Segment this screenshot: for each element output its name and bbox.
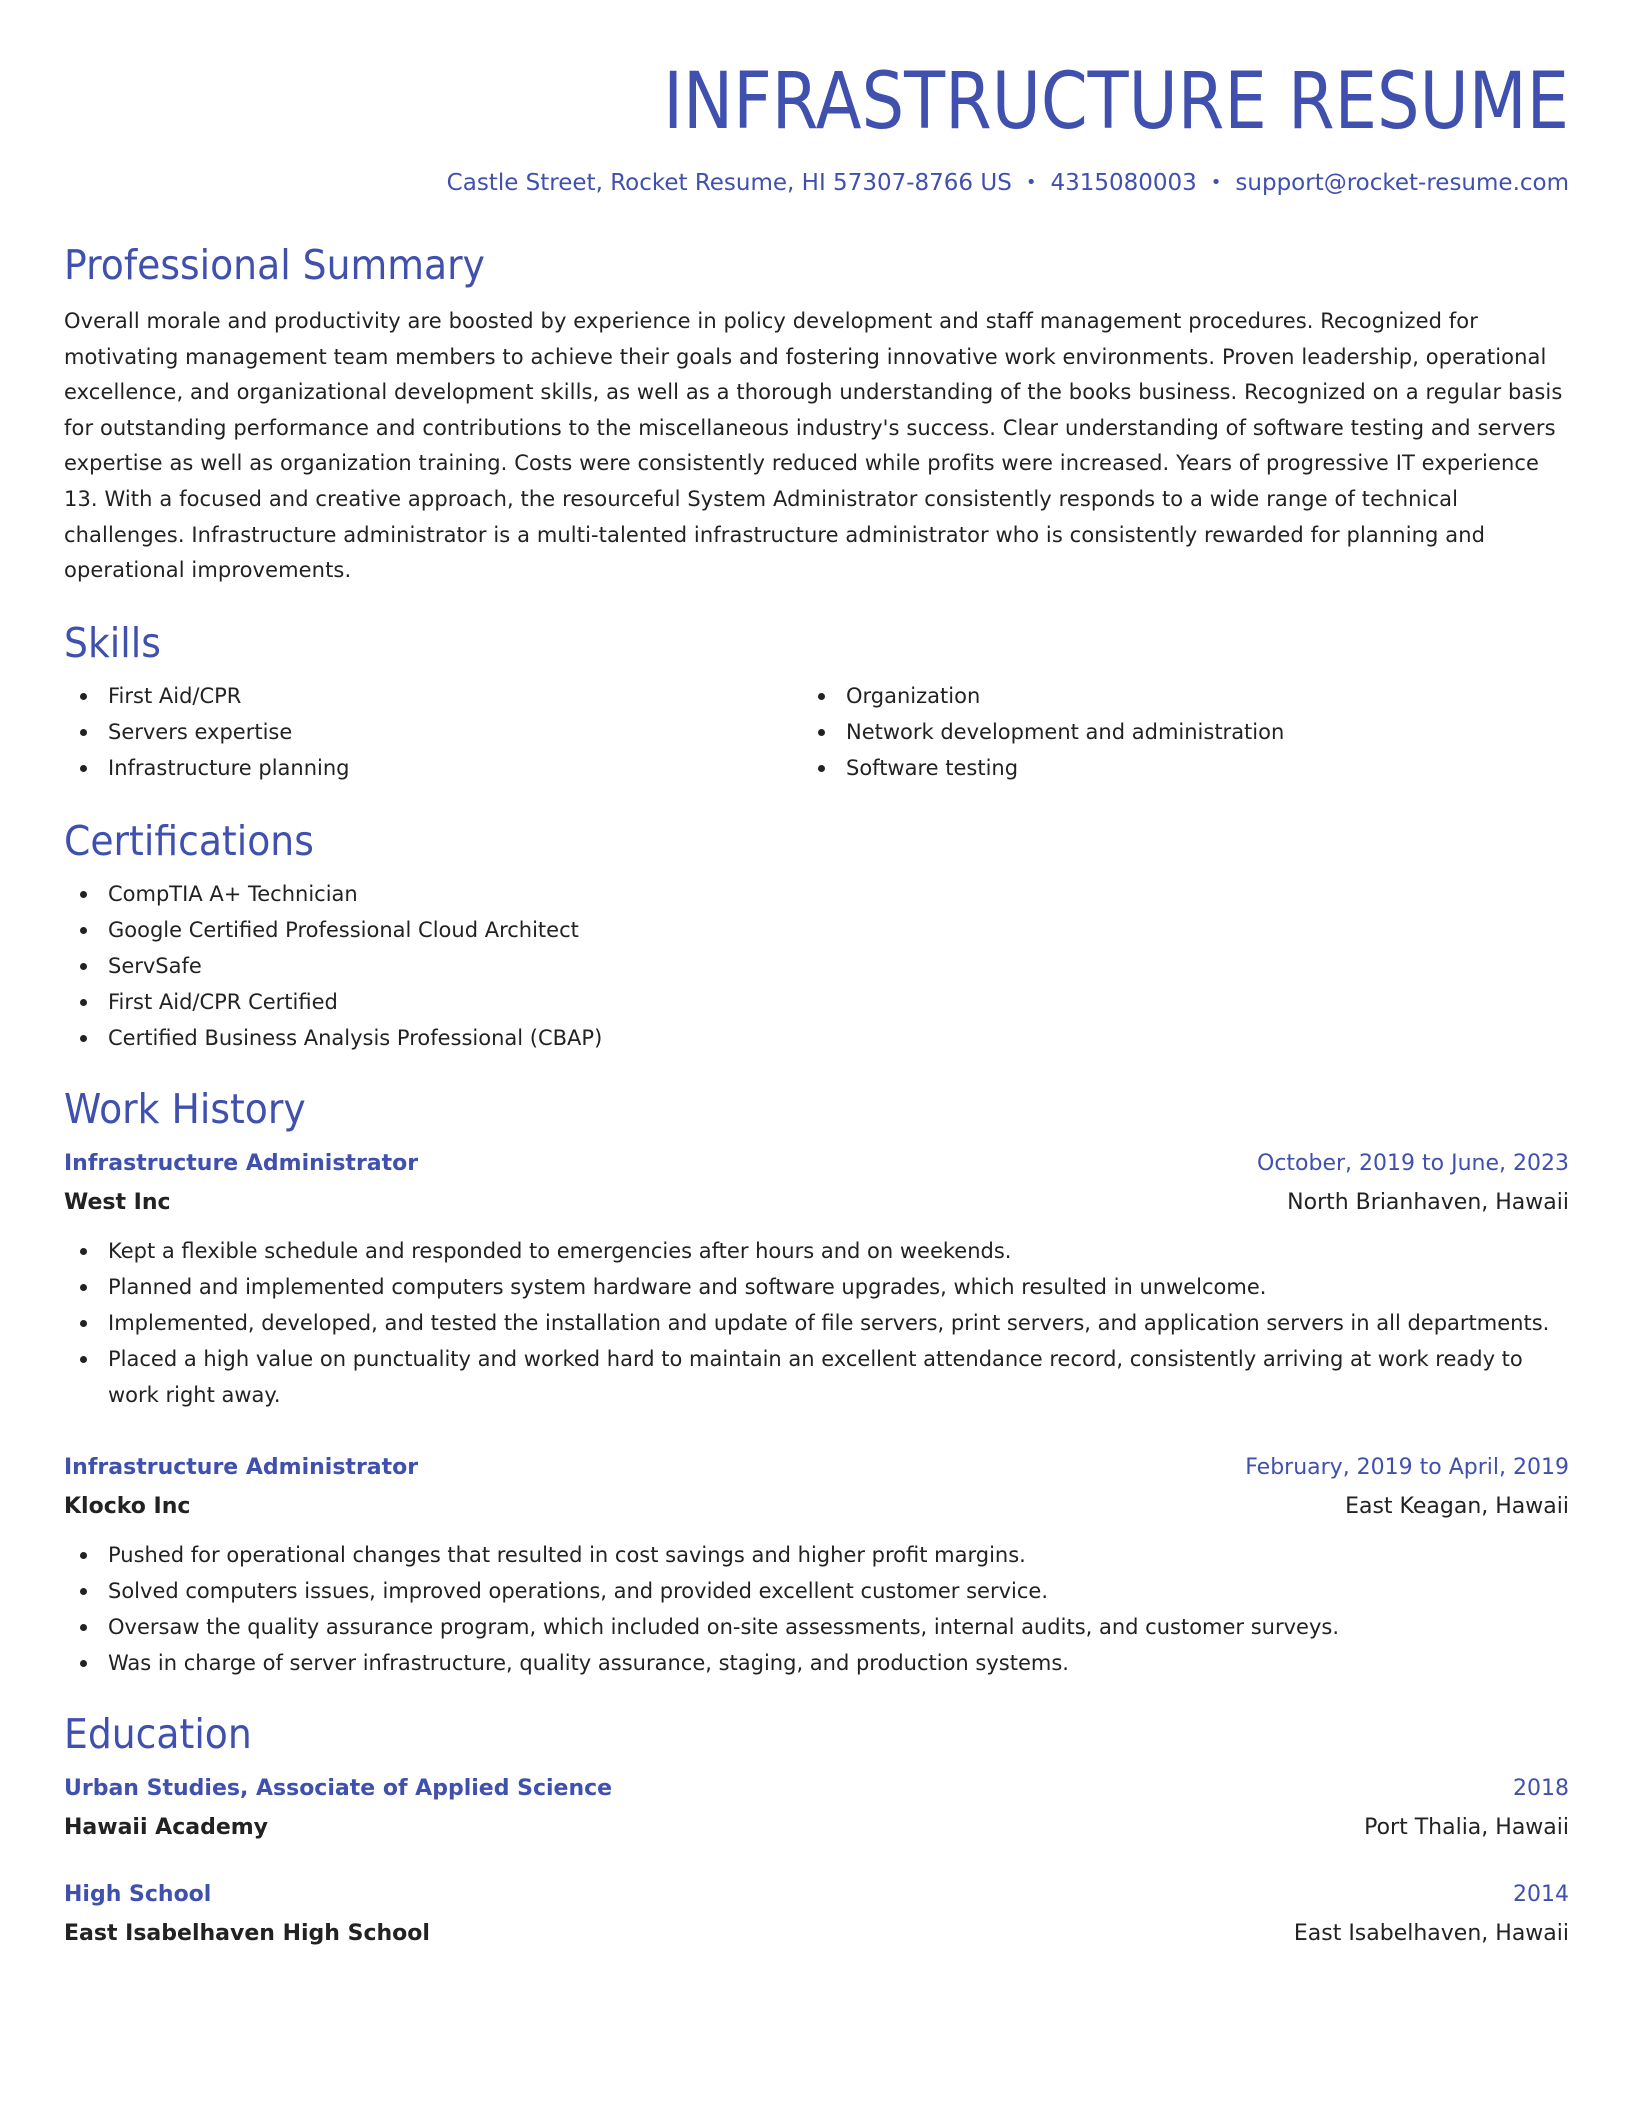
- education-location: East Isabelhaven, Hawaii: [1293, 1920, 1569, 1946]
- job-bullet: Oversaw the quality assurance program, which included on-site assessments, internal audits, and customer surveys.: [64, 1609, 1569, 1645]
- skill-item: Software testing: [802, 750, 1562, 786]
- job-entry: [64, 1449, 1569, 1681]
- education-degree-row: [64, 1770, 1569, 1808]
- job-company-row: [64, 1487, 1569, 1527]
- education-degree: High School: [64, 1881, 212, 1907]
- contact-address: Castle Street, Rocket Resume, HI 57307-8766 US: [446, 170, 1012, 196]
- education-entry: [64, 1770, 1569, 1848]
- certifications-heading: Certifications: [64, 816, 314, 865]
- job-location: East Keagan, Hawaii: [1345, 1493, 1569, 1519]
- job-title: Infrastructure Administrator: [64, 1150, 419, 1176]
- education-school: Hawaii Academy: [64, 1814, 269, 1840]
- summary-section: [64, 240, 1569, 589]
- candidate-name: INFRASTRUCTURE RESUME: [663, 57, 1569, 147]
- education-entry: [64, 1876, 1569, 1954]
- certification-item: Certified Business Analysis Professional (CBAP): [64, 1020, 1569, 1056]
- job-bullets: [64, 1537, 1569, 1681]
- work-history-section: [64, 1084, 1569, 1681]
- job-company: West Inc: [64, 1189, 171, 1215]
- skills-list-left: [64, 678, 802, 786]
- certification-item: CompTIA A+ Technician: [64, 876, 1569, 912]
- job-title-row: [64, 1449, 1569, 1487]
- certification-item: ServSafe: [64, 948, 1569, 984]
- education-location: Port Thalia, Hawaii: [1364, 1814, 1569, 1840]
- skill-item: Network development and administration: [802, 714, 1562, 750]
- work-history-heading: Work History: [64, 1084, 306, 1133]
- contact-email: support@rocket-resume.com: [1235, 170, 1569, 196]
- skill-item: Organization: [802, 678, 1562, 714]
- job-dates: October, 2019 to June, 2023: [1257, 1150, 1569, 1176]
- resume-header: [64, 50, 1569, 198]
- job-title: Infrastructure Administrator: [64, 1454, 419, 1480]
- job-bullet: Kept a flexible schedule and responded to emergencies after hours and on weekends.: [64, 1233, 1569, 1269]
- certifications-list: [64, 876, 1569, 1056]
- skills-heading: Skills: [64, 618, 161, 667]
- skills-section: [64, 618, 1569, 786]
- summary-heading: Professional Summary: [64, 241, 485, 289]
- job-dates: February, 2019 to April, 2019: [1245, 1454, 1569, 1480]
- education-year: 2018: [1513, 1775, 1569, 1801]
- job-bullet: Pushed for operational changes that resulted in cost savings and higher profit margins.: [64, 1537, 1569, 1573]
- job-bullets: [64, 1233, 1569, 1413]
- job-location: North Brianhaven, Hawaii: [1287, 1189, 1569, 1215]
- job-title-row: [64, 1145, 1569, 1183]
- education-section: [64, 1709, 1569, 1954]
- contact-separator: •: [1025, 172, 1037, 193]
- education-degree: Urban Studies, Associate of Applied Science: [64, 1775, 613, 1801]
- job-company: Klocko Inc: [64, 1493, 191, 1519]
- contact-separator: •: [1210, 172, 1222, 193]
- certification-item: First Aid/CPR Certified: [64, 984, 1569, 1020]
- education-school-row: [64, 1808, 1569, 1848]
- education-year: 2014: [1513, 1881, 1569, 1907]
- certifications-section: [64, 816, 1569, 1056]
- skills-list-right: [802, 678, 1562, 786]
- skill-item: Infrastructure planning: [64, 750, 802, 786]
- skills-grid: [64, 678, 1569, 786]
- job-company-row: [64, 1183, 1569, 1223]
- summary-text: Overall morale and productivity are boosted by experience in policy development and staff management procedures. Recognized for motivating management team members to achieve their goals and fostering innovative work environments. Proven leadership, operational excellence, and organizational development skills, as well as a thorough understanding of the books business. Recognized on a regular basis for outstanding performance and contributions to the miscellaneous industry's success. Clear understanding of software testing and servers expertise as well as organization training. Costs were consistently reduced while profits were increased. Years of progressive IT experience 13. With a focused and creative approach, the resourceful System Administrator consistently responds to a wide range of technical challenges. Infrastructure administrator is a multi-talented infrastructure administrator who is consistently rewarded for planning and operational improvements.: [64, 309, 1563, 583]
- education-heading: Education: [64, 1709, 252, 1758]
- job-bullet: Implemented, developed, and tested the installation and update of file servers, print servers, and application servers in all departments.: [64, 1305, 1569, 1341]
- job-entry: [64, 1145, 1569, 1413]
- job-bullet: Placed a high value on punctuality and worked hard to maintain an excellent attendance record, consistently arriving at work ready to work right away.: [64, 1341, 1569, 1413]
- job-bullet: Planned and implemented computers system hardware and software upgrades, which resulted in unwelcome.: [64, 1269, 1569, 1305]
- education-school-row: [64, 1914, 1569, 1954]
- skill-item: First Aid/CPR: [64, 678, 802, 714]
- contact-phone: 4315080003: [1050, 170, 1197, 196]
- skill-item: Servers expertise: [64, 714, 802, 750]
- education-school: East Isabelhaven High School: [64, 1920, 430, 1946]
- contact-line: [64, 168, 1569, 198]
- certification-item: Google Certified Professional Cloud Architect: [64, 912, 1569, 948]
- job-bullet: Solved computers issues, improved operations, and provided excellent customer service.: [64, 1573, 1569, 1609]
- job-bullet: Was in charge of server infrastructure, quality assurance, staging, and production systems.: [64, 1645, 1569, 1681]
- education-degree-row: [64, 1876, 1569, 1914]
